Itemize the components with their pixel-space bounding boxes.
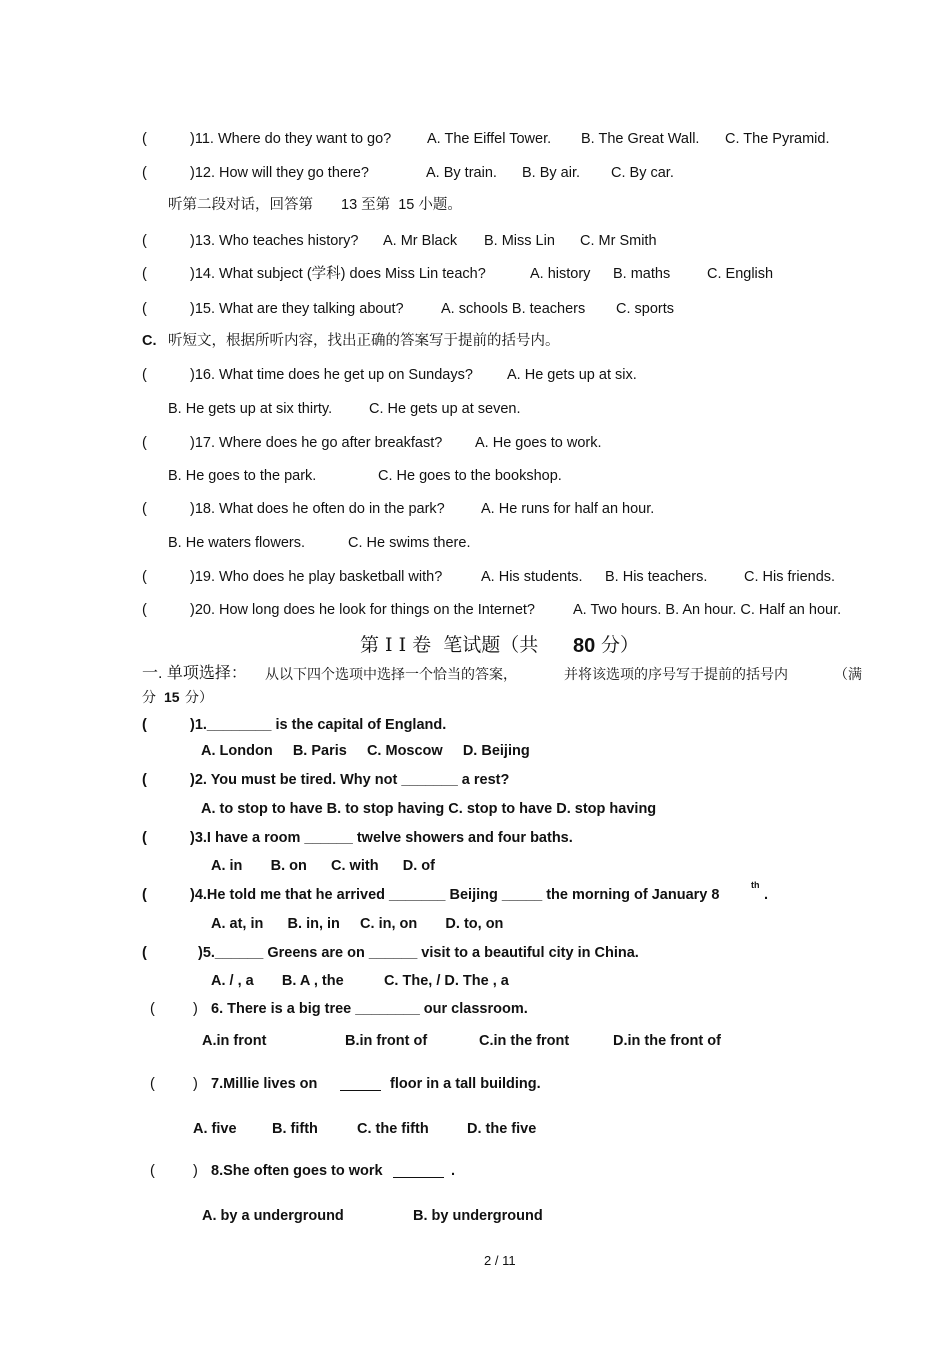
instruction-range: 13 至第 15 小题。 bbox=[341, 197, 462, 213]
option-b: B. The Great Wall. bbox=[581, 131, 700, 147]
option-a: A. His students. bbox=[481, 569, 583, 585]
question-text: )14. What subject (学科) does Miss Lin teach? bbox=[190, 266, 486, 282]
answer-paren-close: ) bbox=[193, 1163, 198, 1179]
question-text: 6. There is a big tree ________ our classroom. bbox=[211, 1001, 528, 1017]
question-text: )19. Who does he play basketball with? bbox=[190, 569, 443, 585]
answer-paren: ( bbox=[142, 569, 147, 585]
question-text: )15. What are they talking about? bbox=[190, 301, 404, 317]
question-text: )4.He told me that he arrived _______ Beijing _____ the morning of January 8 bbox=[190, 887, 720, 903]
option-a: A. He gets up at six. bbox=[507, 367, 637, 383]
answer-paren: ( bbox=[142, 887, 147, 903]
question-text: 7.Millie lives on bbox=[211, 1076, 318, 1092]
option-c: C. sports bbox=[616, 301, 675, 317]
section-score: 80 bbox=[573, 635, 596, 657]
answer-paren: ( bbox=[142, 501, 147, 517]
options: A. to stop to have B. to stop having C. stop to have D. stop having bbox=[201, 801, 657, 817]
option-a: A.in front bbox=[202, 1033, 267, 1049]
answer-paren-close: ) bbox=[193, 1001, 198, 1017]
part-1-score-close: 分） bbox=[185, 689, 213, 705]
answer-paren: ( bbox=[142, 301, 147, 317]
answer-paren-close: ) bbox=[193, 1076, 198, 1092]
question-text: )11. Where do they want to go? bbox=[190, 131, 392, 147]
answer-paren-open: ( bbox=[150, 1001, 155, 1017]
option-b: B. maths bbox=[613, 266, 671, 282]
option-b: B.in front of bbox=[345, 1033, 428, 1049]
question-text: )1.________ is the capital of England. bbox=[190, 717, 447, 733]
question-end: . bbox=[451, 1163, 456, 1179]
option-a: A. He goes to work. bbox=[475, 435, 602, 451]
option-b: B. by underground bbox=[413, 1208, 543, 1224]
question-text: )5.______ Greens are on ______ visit to a beautiful city in China. bbox=[198, 945, 639, 961]
question-text: )17. Where does he go after breakfast? bbox=[190, 435, 443, 451]
option-c: C. By car. bbox=[611, 165, 674, 181]
part-1-score-word: 分 bbox=[142, 689, 156, 705]
option-b: B. His teachers. bbox=[605, 569, 708, 585]
answer-paren: ( bbox=[142, 131, 147, 147]
option-c: C.in the front bbox=[479, 1033, 570, 1049]
answer-paren: ( bbox=[142, 830, 147, 846]
options: A. London B. Paris C. Moscow D. Beijing bbox=[201, 743, 530, 759]
answer-blank bbox=[340, 1090, 381, 1091]
option-c: C. He swims there. bbox=[348, 535, 471, 551]
page-number: 2 / 11 bbox=[484, 1253, 516, 1268]
part-1-instruction: 从以下四个选项中选择一个恰当的答案， bbox=[265, 666, 517, 682]
answer-blank bbox=[393, 1177, 444, 1178]
question-text: )12. How will they go there? bbox=[190, 165, 369, 181]
option-c: C. Mr Smith bbox=[580, 233, 657, 249]
options: A. Two hours. B. An hour. C. Half an hour. bbox=[573, 602, 842, 618]
options: A. at, in B. in, in C. in, on D. to, on bbox=[211, 916, 504, 932]
option-a: A. The Eiffel Tower. bbox=[427, 131, 552, 147]
option-a: A. history bbox=[530, 266, 591, 282]
superscript-th: th bbox=[751, 880, 760, 890]
option-b: B. Miss Lin bbox=[484, 233, 555, 249]
part-1-score-value: 15 bbox=[164, 689, 180, 705]
option-a: A. Mr Black bbox=[383, 233, 458, 249]
options: A. in B. on C. with D. of bbox=[211, 858, 435, 874]
option-b: B. He waters flowers. bbox=[168, 535, 305, 551]
answer-paren: ( bbox=[142, 165, 147, 181]
section-title-a: 第 I I 卷 笔试题（共 bbox=[360, 634, 539, 656]
option-a: A. by a underground bbox=[202, 1208, 344, 1224]
option-c: C. He goes to the bookshop. bbox=[378, 468, 562, 484]
option-c: C. English bbox=[707, 266, 774, 282]
instruction-text: 听第二段对话，回答第 bbox=[168, 197, 313, 213]
part-1-label: 一. 单项选择： bbox=[142, 665, 247, 682]
answer-paren: ( bbox=[142, 233, 147, 249]
instruction-text: 听短文，根据所听内容，找出正确的答案写于提前的括号内。 bbox=[168, 333, 560, 349]
question-text: 8.She often goes to work bbox=[211, 1163, 383, 1179]
option-d: D.in the front of bbox=[613, 1033, 721, 1049]
question-text-rest: floor in a tall building. bbox=[390, 1076, 541, 1092]
answer-paren: ( bbox=[142, 945, 147, 961]
section-title-b: 分） bbox=[601, 634, 640, 656]
answer-paren-open: ( bbox=[150, 1076, 155, 1092]
answer-paren: ( bbox=[142, 266, 147, 282]
option-c: C. The Pyramid. bbox=[725, 131, 830, 147]
option-c: C. the fifth bbox=[357, 1121, 429, 1137]
options: A. / , a B. A , the C. The, / D. The , a bbox=[211, 973, 509, 989]
option-d: D. the five bbox=[467, 1121, 537, 1137]
answer-paren: ( bbox=[142, 772, 147, 788]
option-a-b: A. schools B. teachers bbox=[441, 301, 586, 317]
option-a: A. By train. bbox=[426, 165, 497, 181]
question-text: )13. Who teaches history? bbox=[190, 233, 359, 249]
option-b: B. He goes to the park. bbox=[168, 468, 317, 484]
answer-paren: ( bbox=[142, 602, 147, 618]
option-b: B. By air. bbox=[522, 165, 581, 181]
question-text: )20. How long does he look for things on the Internet? bbox=[190, 602, 535, 618]
question-end: . bbox=[764, 887, 769, 903]
option-c: C. His friends. bbox=[744, 569, 836, 585]
answer-paren-open: ( bbox=[150, 1163, 155, 1179]
option-b: B. He gets up at six thirty. bbox=[168, 401, 333, 417]
option-b: B. fifth bbox=[272, 1121, 318, 1137]
part-1-instruction-cont: 并将该选项的序号写于提前的括号内 bbox=[564, 666, 788, 682]
question-text: )3.I have a room ______ twelve showers and four baths. bbox=[190, 830, 573, 846]
option-a: A. He runs for half an hour. bbox=[481, 501, 655, 517]
answer-paren: ( bbox=[142, 435, 147, 451]
question-text: )2. You must be tired. Why not _______ a rest? bbox=[190, 772, 510, 788]
question-text: )18. What does he often do in the park? bbox=[190, 501, 445, 517]
part-1-score-open: （满 bbox=[834, 666, 862, 682]
question-text: )16. What time does he get up on Sundays? bbox=[190, 367, 473, 383]
part-label: C. bbox=[142, 333, 157, 349]
option-c: C. He gets up at seven. bbox=[369, 401, 521, 417]
option-a: A. five bbox=[193, 1121, 237, 1137]
answer-paren: ( bbox=[142, 717, 147, 733]
answer-paren: ( bbox=[142, 367, 147, 383]
